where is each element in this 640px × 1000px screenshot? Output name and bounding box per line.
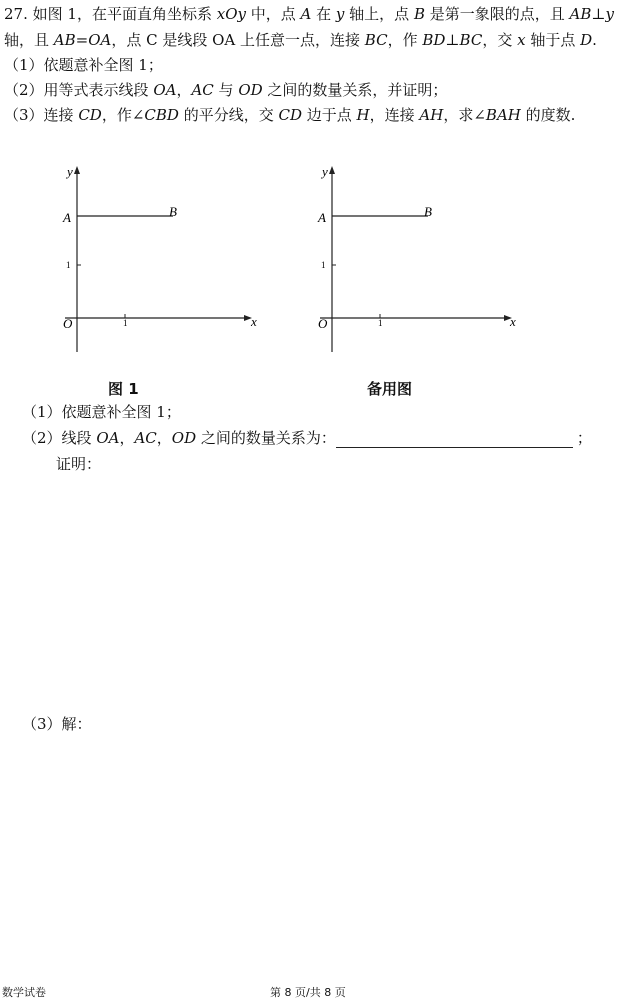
text: ，连接 [369, 106, 420, 124]
y-label: y [67, 164, 73, 179]
var: BC [364, 31, 388, 49]
answer-blank[interactable] [336, 431, 573, 448]
text: ； [576, 429, 592, 447]
text: ， [119, 429, 135, 447]
question-line-1 [4, 4, 614, 24]
var: AB [569, 5, 592, 23]
y-tick-label: 1 [321, 260, 326, 270]
text: （2）用等式表示线段 [4, 81, 154, 99]
point-a-label: A [318, 210, 326, 225]
var: B [413, 5, 425, 23]
var: CD [278, 106, 302, 124]
var: OA [96, 429, 120, 447]
var: D [580, 31, 593, 49]
text: 轴于点 [525, 31, 581, 49]
figure-backup-caption: 备用图 [367, 380, 413, 398]
text: ，点 C 是线段 OA 上任意一点，连接 [111, 31, 365, 49]
x-tick-label: 1 [378, 318, 383, 328]
question-part-2 [4, 80, 447, 100]
answer-part-3: （3）解： [22, 715, 92, 733]
text: ⊥ [591, 5, 606, 23]
y-label: y [322, 164, 328, 179]
text: 的平分线，交 [178, 106, 279, 124]
y-axis-arrow [74, 166, 80, 174]
var: BC [459, 31, 483, 49]
var: AH [419, 106, 444, 124]
text: ，交 [482, 31, 518, 49]
footer-page-number: 第 8 页/共 8 页 [270, 986, 346, 999]
var: CD [78, 106, 102, 124]
var: AC [191, 81, 214, 99]
text: ，求∠ [443, 106, 486, 124]
y-axis-arrow [329, 166, 335, 174]
answer-part-2 [22, 428, 592, 448]
text: 之间的数量关系为： [196, 429, 336, 447]
var: xOy [216, 5, 246, 23]
origin-label: O [63, 316, 73, 331]
text: 与 [213, 81, 239, 99]
var: BD [422, 31, 446, 49]
text: ， [156, 429, 172, 447]
footer-subject: 数学试卷 [2, 986, 46, 999]
text: 轴上，点 [344, 5, 414, 23]
origin-label: O [318, 316, 328, 331]
var: CBD [144, 106, 179, 124]
text: . [592, 31, 597, 49]
x-label: x [510, 314, 516, 329]
point-b-label: B [169, 204, 177, 219]
question-part-3 [4, 105, 575, 125]
figure-1-caption: 图 1 [108, 380, 139, 398]
y-tick-label: 1 [66, 260, 71, 270]
proof-label: 证明： [56, 455, 102, 473]
var: x [517, 31, 526, 49]
point-a-label: A [63, 210, 71, 225]
text: ， [176, 81, 192, 99]
x-label: x [251, 314, 257, 329]
question-line-2 [4, 30, 597, 50]
x-tick-label: 1 [123, 318, 128, 328]
var: y [335, 5, 345, 23]
figure-backup [310, 160, 530, 364]
figure-1 [55, 160, 275, 364]
var: BAH [485, 106, 521, 124]
text: 轴，且 [4, 31, 54, 49]
question-number: 27. [4, 5, 28, 23]
text: 的度数. [520, 106, 576, 124]
text: ，作∠ [101, 106, 145, 124]
text: 在 [311, 5, 336, 23]
text: （2）线段 [22, 429, 97, 447]
var: y [605, 5, 614, 23]
text: 边于点 [302, 106, 357, 124]
text: ⊥ [445, 31, 460, 49]
text: 之间的数量关系，并证明； [262, 81, 448, 99]
var: AB=OA [53, 31, 112, 49]
var: AC [134, 429, 157, 447]
var: OA [153, 81, 177, 99]
coordinate-plane [310, 160, 530, 360]
var: OD [238, 81, 263, 99]
point-b-label: B [424, 204, 432, 219]
text: 是第一象限的点，且 [424, 5, 570, 23]
text: （3）连接 [4, 106, 79, 124]
var: OD [171, 429, 197, 447]
text: ，作 [387, 31, 423, 49]
question-part-1: （1）依题意补全图 1； [4, 56, 163, 74]
answer-part-1: （1）依题意补全图 1； [22, 403, 181, 421]
text: 中，点 [245, 5, 301, 23]
text: 如图 1，在平面直角坐标系 [32, 5, 217, 23]
coordinate-plane [55, 160, 275, 360]
var: A [300, 5, 312, 23]
var: H [356, 106, 370, 124]
